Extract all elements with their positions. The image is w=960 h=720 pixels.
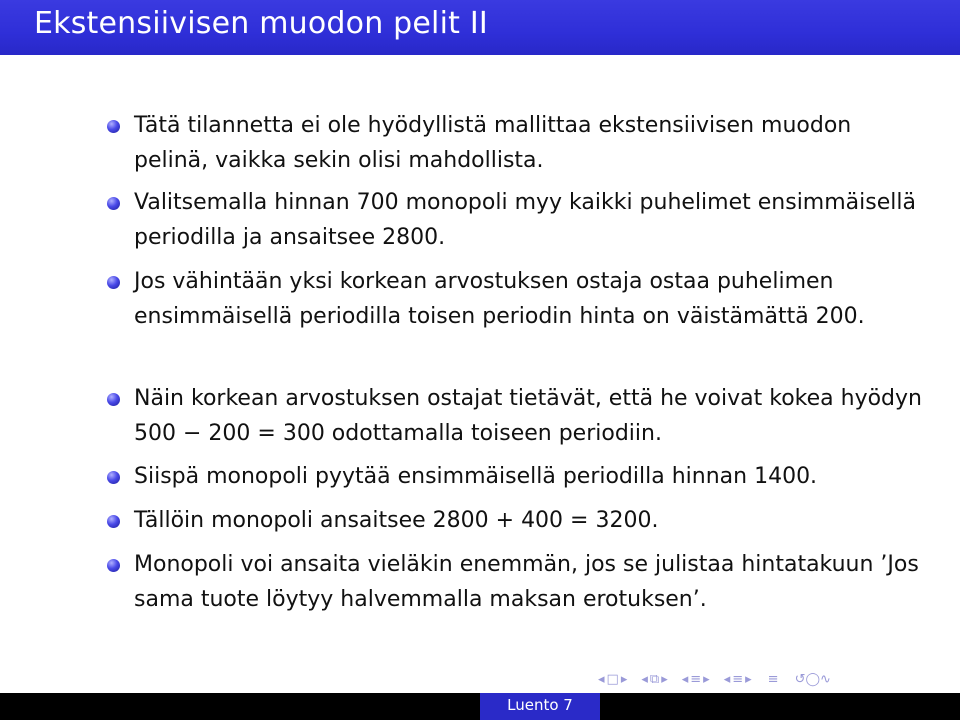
bullet-text: Tällöin monopoli ansaitsee 2800 + 400 = 3200. xyxy=(134,508,659,533)
slide-title: Ekstensiivisen muodon pelit II xyxy=(34,6,488,41)
nav-next-part-icon[interactable]: ▸ xyxy=(745,671,752,687)
nav-frame-icon[interactable]: □ xyxy=(606,671,619,687)
beamer-navigation xyxy=(598,669,950,689)
nav-next-frame-icon[interactable]: ▸ xyxy=(620,671,628,687)
footer-lecture-label: Luento 7 xyxy=(507,696,573,714)
bullet-text: Monopoli voi ansaita vieläkin enemmän, jos se julistaa hintatakuun ’Jos sama tuote löytyy halvemmalla maksan erotuksen’. xyxy=(134,552,919,612)
nav-prev-section-icon[interactable]: ◂ xyxy=(681,671,689,687)
bullet-ball-icon xyxy=(107,276,120,289)
bullet-ball-icon xyxy=(107,120,120,133)
nav-part-icon[interactable]: ≡ xyxy=(732,671,744,687)
nav-next-section-icon[interactable]: ▸ xyxy=(703,671,710,687)
bullet-text: Jos vähintään yksi korkean arvostuksen ostaja ostaa puhelimen ensimmäisellä periodilla toisen periodin hinta on väistämättä 200. xyxy=(134,269,865,329)
nav-subsection-icon[interactable]: ⧉ xyxy=(649,671,660,687)
nav-prev-part-icon[interactable]: ◂ xyxy=(723,671,731,687)
bullet-text: Näin korkean arvostuksen ostajat tietävät, että he voivat kokea hyödyn 500 − 200 = 300 odottamalla toiseen periodiin. xyxy=(134,386,922,446)
bullet-ball-icon xyxy=(107,471,120,484)
bullet-ball-icon xyxy=(107,515,120,528)
nav-prev-subsection-icon[interactable]: ◂ xyxy=(641,671,648,687)
bullet-text: Valitsemalla hinnan 700 monopoli myy kaikki puhelimet ensimmäisellä periodilla ja ansaitsee 2800. xyxy=(134,190,916,250)
nav-align-icon[interactable]: ≡ xyxy=(767,671,779,687)
bullet-ball-icon xyxy=(107,559,120,572)
bullet-ball-icon xyxy=(107,393,120,406)
bullet-text: Tätä tilannetta ei ole hyödyllistä mallittaa ekstensiivisen muodon pelinä, vaikka sekin olisi mahdollista. xyxy=(134,113,852,173)
nav-prev-frame-icon[interactable]: ◂ xyxy=(598,671,605,687)
nav-section-icon[interactable]: ≡ xyxy=(690,671,702,687)
bullet-text: Siispä monopoli pyytää ensimmäisellä periodilla hinnan 1400. xyxy=(134,464,818,489)
bullet-ball-icon xyxy=(107,197,120,210)
nav-next-subsection-icon[interactable]: ▸ xyxy=(661,671,668,687)
footer-bar xyxy=(0,693,960,720)
nav-search-icon[interactable]: ↺◯∿ xyxy=(794,671,831,687)
